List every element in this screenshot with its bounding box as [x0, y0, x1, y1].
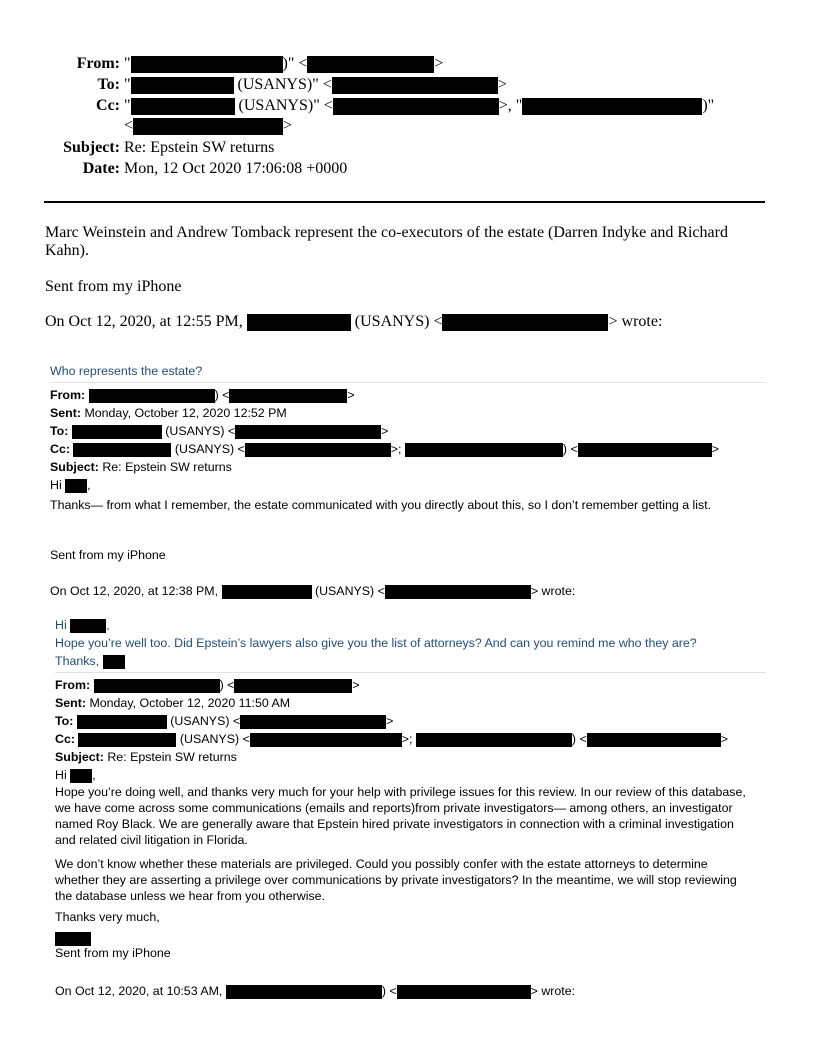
subject-label: Subject:	[63, 139, 120, 156]
header-divider	[44, 201, 765, 203]
quote-divider	[55, 672, 766, 673]
msg2-subject-row: Subject: Re: Epstein SW returns	[55, 750, 237, 764]
redaction-box	[131, 98, 235, 115]
redaction-box	[222, 585, 312, 599]
msg2-quote-intro: On Oct 12, 2020, at 10:53 AM, ) < > wrote:	[55, 984, 576, 998]
redaction-box	[131, 77, 234, 94]
header-to-row: To: " (USANYS)" < >	[40, 76, 507, 94]
redaction-box	[442, 314, 608, 331]
redaction-box	[235, 425, 381, 439]
cc-label: Cc:	[96, 97, 120, 114]
header-cc-row: Cc: " (USANYS)" < >, " )"	[40, 97, 714, 115]
redaction-box	[131, 56, 283, 73]
redaction-box	[229, 389, 347, 403]
msg2-greeting-2: Hi ,	[55, 768, 96, 782]
msg2-sent-from: Sent from my iPhone	[55, 946, 171, 960]
header-from-row: From: " )" < >	[40, 55, 443, 73]
date-label: Date:	[82, 160, 120, 177]
quoted-question: Who represents the estate?	[50, 364, 203, 378]
sent-label: Sent:	[55, 696, 86, 710]
to-label: To:	[50, 424, 69, 438]
msg1-sent-row: Sent: Monday, October 12, 2020 12:52 PM	[50, 406, 287, 420]
subject-text: Re: Epstein SW returns	[124, 139, 275, 156]
redaction-box	[245, 443, 391, 457]
redaction-box	[226, 985, 382, 999]
msg2-greeting: Hi ,	[55, 618, 110, 632]
redaction-box	[522, 98, 702, 115]
body-paragraph: Marc Weinstein and Andrew Tomback represent the co-executors of the estate (Darren Indyke and Richard Kahn).	[45, 224, 728, 259]
header-date-row	[40, 160, 347, 178]
redaction-box	[240, 715, 386, 729]
msg1-to-row: To: (USANYS) < >	[50, 424, 389, 438]
redaction-box	[397, 985, 531, 999]
msg2-paragraph-1: Hope you’re doing well, and thanks very much for your help with privilege issues for this review. In our review of this database, we have come across some communications (emails and reports)from private investigators— among others, an investigator named Roy Black. We are generally aware that Epstein hired private investigators in connection with a criminal investigation and related civil litigation in Florida.	[55, 785, 746, 847]
redaction-box	[78, 733, 176, 747]
msg2-sent-row: Sent: Monday, October 12, 2020 11:50 AM	[55, 696, 291, 710]
redaction-box	[133, 118, 283, 135]
from-label: From:	[50, 388, 86, 402]
msg1-body: Thanks— from what I remember, the estate communicated with you directly about this, so I don’t remember getting a list.	[50, 498, 712, 512]
redaction-box	[70, 619, 106, 633]
redaction-box	[73, 443, 171, 457]
msg2-paragraph-2: We don’t know whether these materials are privileged. Could you possibly confer with the estate attorneys to determine whether they are asserting a privilege over communications by private investigators? In the meantime, we will stop reviewing the database unless we hear from you otherwise.	[55, 857, 737, 903]
subject-label: Subject:	[50, 460, 99, 474]
msg1-cc-row: Cc: (USANYS) < >; ) < >	[50, 442, 719, 456]
msg1-greeting: Hi ,	[50, 478, 91, 492]
redaction-box	[234, 679, 352, 693]
redaction-box	[405, 443, 563, 457]
redaction-box	[89, 389, 215, 403]
quote-divider	[50, 382, 766, 383]
cc-label: Cc:	[50, 442, 70, 456]
redaction-box	[416, 733, 572, 747]
redaction-box	[103, 655, 125, 669]
msg1-from-row: From: ) < >	[50, 388, 355, 402]
redaction-box	[77, 715, 167, 729]
redaction-box	[385, 585, 531, 599]
header-subject-row	[40, 139, 274, 157]
redaction-box	[587, 733, 721, 747]
redaction-box	[94, 679, 220, 693]
redaction-box	[70, 769, 92, 783]
sent-from-iphone: Sent from my iPhone	[45, 278, 182, 295]
msg1-quote-intro: On Oct 12, 2020, at 12:38 PM, (USANYS) < > wrote:	[50, 584, 576, 598]
redaction-box	[578, 443, 712, 457]
msg2-from-row: From: ) < >	[55, 678, 360, 692]
to-label: To:	[97, 76, 120, 93]
msg1-sent-from: Sent from my iPhone	[50, 548, 166, 562]
quote-intro-line: On Oct 12, 2020, at 12:55 PM, (USANYS) < > wrote:	[45, 313, 663, 330]
msg2-thanks-much: Thanks very much,	[55, 910, 160, 924]
redaction-box	[250, 733, 402, 747]
redaction-box	[333, 98, 499, 115]
date-text: Mon, 12 Oct 2020 17:06:08 +0000	[124, 160, 348, 177]
redaction-box	[72, 425, 162, 439]
msg2-to-row: To: (USANYS) < >	[55, 714, 394, 728]
from-label: From:	[76, 55, 120, 72]
msg1-subject-row: Subject: Re: Epstein SW returns	[50, 460, 232, 474]
redaction-box	[55, 932, 91, 946]
redaction-box	[247, 314, 351, 331]
msg2-cc-row: Cc: (USANYS) < >; ) < >	[55, 732, 728, 746]
redaction-box	[332, 77, 498, 94]
cc-label: Cc:	[55, 732, 75, 746]
sent-label: Sent:	[50, 406, 81, 420]
to-label: To:	[55, 714, 74, 728]
msg2-thanks: Thanks,	[55, 654, 125, 669]
header-cc-row-2: < >	[124, 117, 293, 134]
subject-label: Subject:	[55, 750, 104, 764]
redaction-box	[307, 56, 434, 73]
redaction-box	[65, 479, 87, 493]
msg2-body: Hope you’re well too. Did Epstein’s lawyers also give you the list of attorneys? And can you remind me who they are?	[55, 636, 697, 650]
from-label: From:	[55, 678, 91, 692]
